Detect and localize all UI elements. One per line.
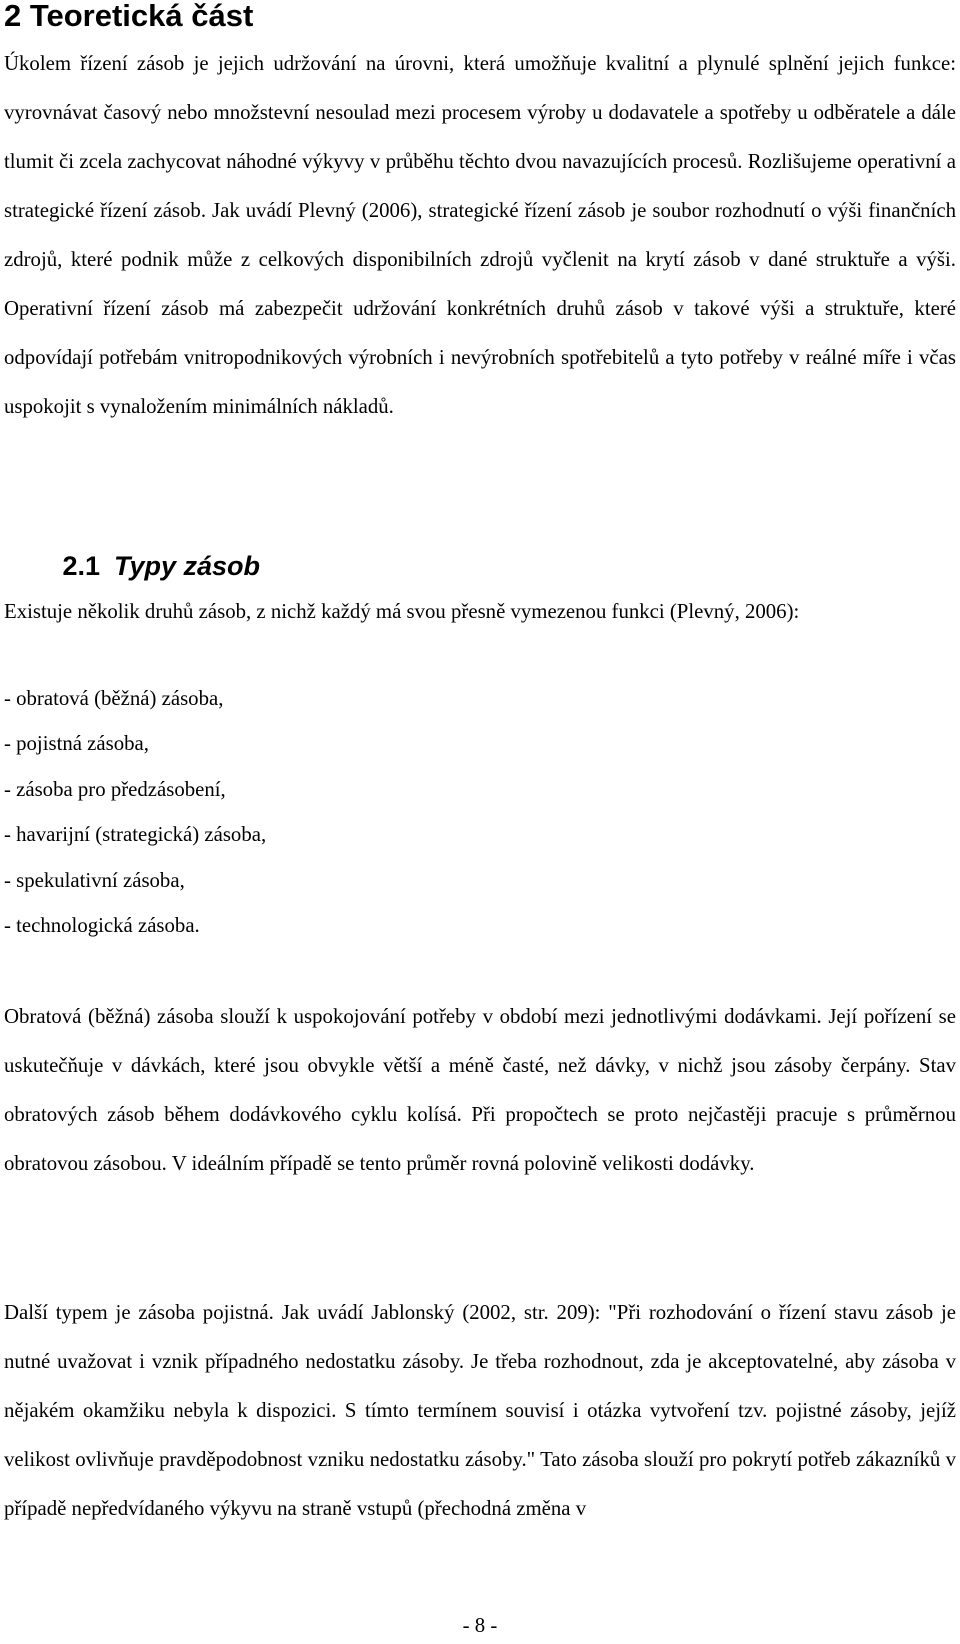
- list-item: - spekulativní zásoba,: [4, 868, 185, 892]
- safety-stock-paragraph: Další typem je zásoba pojistná. Jak uvádí Jablonský (2002, str. 209): "Při rozhodování o řízení stavu zásob je nutné uvažovat i vznik případného nedostatku zásoby. Je třeba rozhodnout, zda je akceptovatelné, aby zásoba v nějakém okamžiku nebyla k dispozici. S tímto termínem souvisí i otázka vytvoření tzv. pojistné zásoby, jejíž velikost ovlivňuje pravděpodobnost vzniku nedostatku zásoby." Tato zásoba slouží pro pokrytí potřeb zákazníků v případě nepředvídaného výkyvu na straně vstupů (přechodná změna v: [4, 1301, 956, 1520]
- list-item: - obratová (běžná) zásoba,: [4, 687, 224, 710]
- section-title: Typy zásob: [114, 551, 261, 581]
- list-item: - zásoba pro předzásobení,: [4, 777, 226, 801]
- page-number: - 8 -: [462, 1614, 498, 1637]
- intro-paragraph: Úkolem řízení zásob je jejich udržování na úrovni, která umožňuje kvalitní a plynulé splnění jejich funkce: vyrovnávat časový nebo množstevní nesoulad mezi procesem výroby u dodavatele a spotřeby u odběratele a dále tlumit či zcela zachycovat náhodné výkyvy v průběhu těchto dvou navazujících procesů. Rozlišujeme operativní a strategické řízení zásob. Jak uvádí Plevný (2006), strategické řízení zásob je soubor rozhodnutí o výši finančních zdrojů, které podnik může z celkových disponibilních zdrojů vyčlenit na krytí zásob v dané struktuře a výši. Operativní řízení zásob má zabezpečit udržování konkrétních druhů zásob v takové výši a struktuře, které odpovídají potřebám vnitropodnikových výrobních i nevýrobních spotřebitelů a tyto potřeby v reálné míře i včas uspokojit s vynaložením minimálních nákladů.: [4, 52, 956, 418]
- list-item: - havarijní (strategická) zásoba,: [4, 823, 267, 847]
- types-intro-paragraph: Existuje několik druhů zásob, z nichž každý má svou přesně vymezenou funkci (Plevný, 2006):: [4, 600, 800, 623]
- cycle-stock-paragraph: Obratová (běžná) zásoba slouží k uspokojování potřeby v období mezi jednotlivými dodávkami. Její pořízení se uskutečňuje v dávkách, které jsou obvykle větší a méně časté, než dávky, v nichž jsou zásoby čerpány. Stav obratových zásob během dodávkového cyklu kolísá. Při propočtech se proto nejčastěji pracuje s průměrnou obratovou zásobou. V ideálním případě se tento průměr rovná polovině velikosti dodávky.: [4, 1005, 956, 1175]
- list-item: - pojistná zásoba,: [4, 732, 149, 756]
- list-item: - technologická zásoba.: [4, 914, 200, 938]
- section-number: 2.1: [62, 551, 100, 581]
- chapter-heading: 2 Teoretická část: [4, 0, 254, 33]
- section-heading: [0, 546, 960, 586]
- stock-types-list: [4, 676, 266, 948]
